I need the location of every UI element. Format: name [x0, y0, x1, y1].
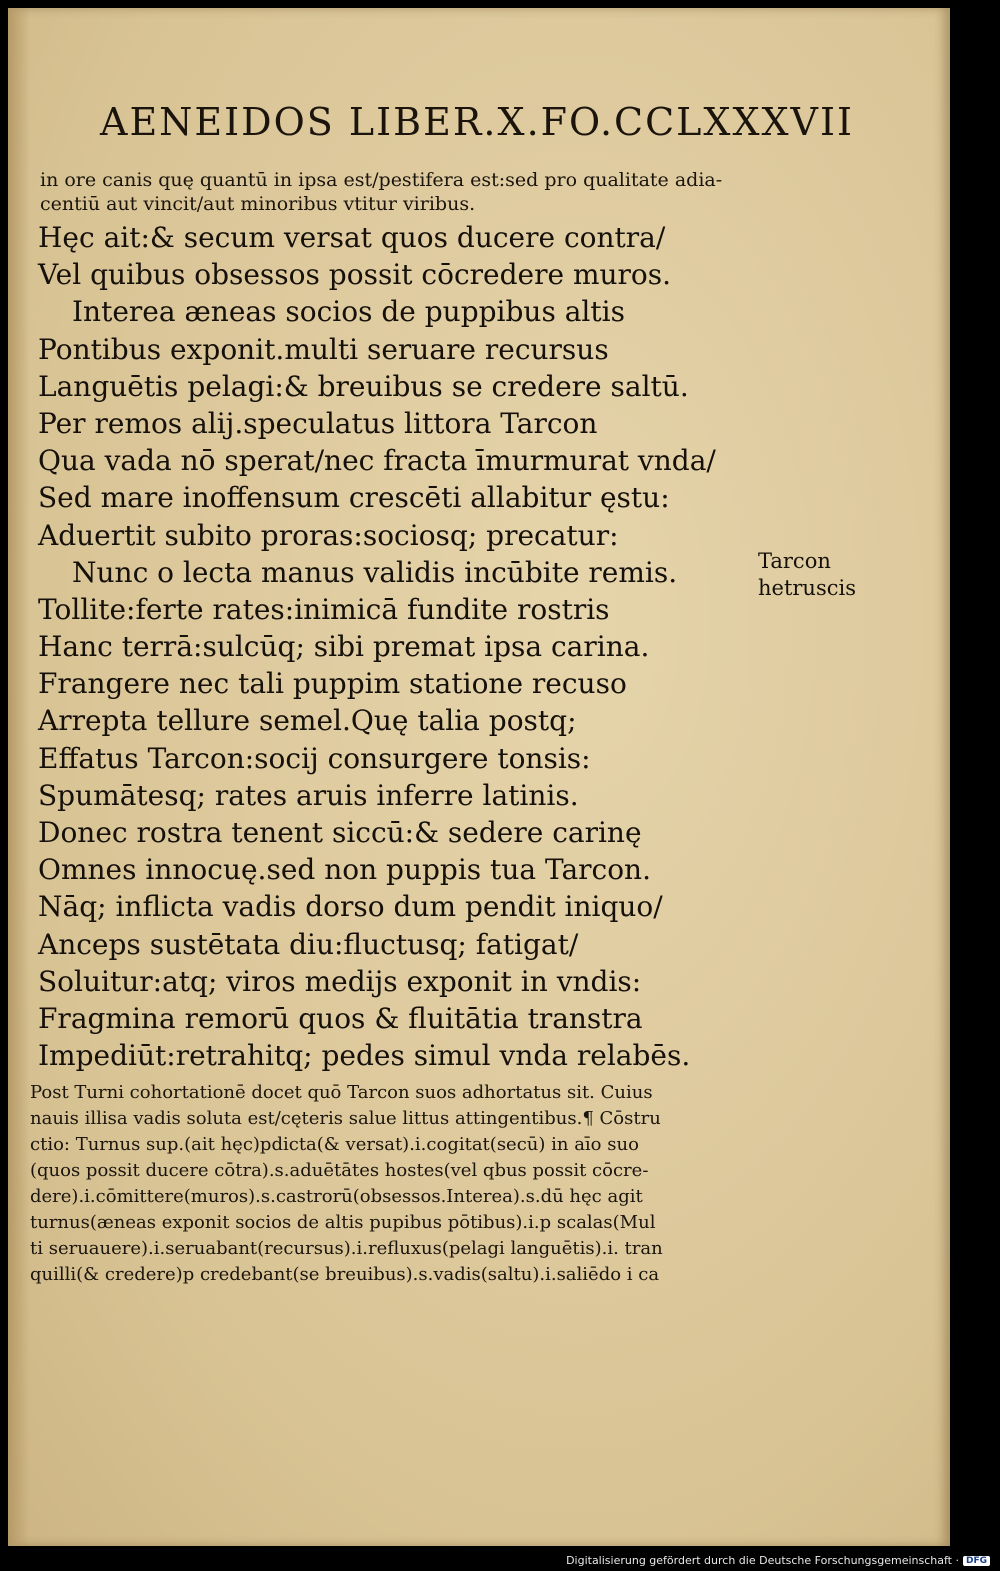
commentary-line: turnus(æneas exponit socios de altis pupibus pōtibus).i.p scalas(Mul: [30, 1212, 656, 1233]
commentary-line: quilli(& credere)p credebant(se breuibus).s.vadis(saltu).i.saliēdo i ca: [30, 1264, 660, 1285]
marginal-note: [758, 548, 878, 602]
verse-line: Qua vada nō sperat/nec fracta īmurmurat vnda/: [38, 444, 716, 478]
verse-line: Spumātesq; rates aruis inferre latinis.: [38, 778, 579, 812]
verse-line: Arrepta tellure semel.Quę talia postq;: [38, 704, 577, 738]
commentary-line: dere).i.cōmittere(muros).s.castrorū(obsessos.Interea).s.dū hęc agit: [30, 1186, 643, 1207]
commentary-line: ctio: Turnus sup.(ait hęc)pdicta(& versat).i.cogitat(secū) in aīo suo: [30, 1134, 639, 1155]
commentary-bottom: [30, 1080, 765, 1288]
verse-line: Hęc ait:& secum versat quos ducere contra/: [38, 221, 666, 254]
page-gutter: [8, 8, 30, 1546]
verse-line: Fragmina remorū quos & fluitātia transtra: [38, 1001, 643, 1035]
verse-line: Impediūt:retrahitq; pedes simul vnda relabēs.: [38, 1039, 691, 1073]
running-header: AENEIDOS LIBER.X.FO.CCLXXXVII: [100, 100, 855, 144]
verse-line: Nunc o lecta manus validis incūbite remis.: [72, 555, 678, 589]
verse-line: Omnes innocuę.sed non puppis tua Tarcon.: [38, 853, 651, 887]
marginal-line: hetruscis: [758, 576, 856, 600]
verse-line: Tollite:ferte rates:inimicā fundite rostris: [38, 592, 610, 626]
commentary-line: Post Turni cohortationē docet quō Tarcon suos adhortatus sit. Cuius: [30, 1082, 653, 1103]
digitization-credit: [566, 1554, 990, 1567]
marginal-line: Tarcon: [758, 549, 831, 573]
commentary-line: in ore canis quę quantū in ipsa est/pestifera est:sed pro qualitate adia-: [40, 169, 723, 191]
footer-text: Digitalisierung gefördert durch die Deutsche Forschungsgemeinschaft ·: [566, 1554, 959, 1567]
verse-line: Anceps sustētata diu:fluctusq; fatigat/: [38, 927, 579, 961]
verse-line: Soluitur:atq; viros medijs exponit in vndis:: [38, 964, 642, 998]
verse-line: Interea æneas socios de puppibus altis: [72, 295, 625, 329]
verse-line: Hanc terrā:sulcūq; sibi premat ipsa carina.: [38, 630, 650, 664]
verse-line: Nāq; inflicta vadis dorso dum pendit iniquo/: [38, 890, 663, 924]
verse-line: Languētis pelagi:& breuibus se credere saltū.: [38, 369, 689, 403]
verse-line: Sed mare inoffensum crescēti allabitur ęstu:: [38, 481, 670, 515]
book-page: [8, 8, 950, 1546]
commentary-line: centiū aut vincit/aut minoribus vtitur viribus.: [40, 193, 476, 215]
verse-line: Per remos alij.speculatus littora Tarcon: [38, 406, 598, 440]
commentary-line: (quos possit ducere cōtra).s.aduētātes hostes(vel qbus possit cōcre-: [30, 1160, 649, 1181]
verse-line: Effatus Tarcon:socij consurgere tonsis:: [38, 741, 591, 775]
verse-line: Vel quibus obsessos possit cōcredere muros.: [38, 258, 672, 292]
verse-block: [38, 219, 758, 1074]
commentary-line: nauis illisa vadis soluta est/cęteris salue littus attingentibus.¶ Cōstru: [30, 1108, 661, 1129]
commentary-top: [40, 168, 770, 216]
verse-line: Donec rostra tenent siccū:& sedere carinę: [38, 816, 642, 849]
verse-line: Aduertit subito proras:sociosq; precatur:: [38, 518, 619, 552]
verse-line: Frangere nec tali puppim statione recuso: [38, 667, 627, 701]
dfg-logo: DFG: [963, 1556, 990, 1566]
commentary-line: ti seruauere).i.seruabant(recursus).i.refluxus(pelagi languētis).i. tran: [30, 1238, 663, 1259]
verse-line: Pontibus exponit.multi seruare recursus: [38, 332, 609, 366]
